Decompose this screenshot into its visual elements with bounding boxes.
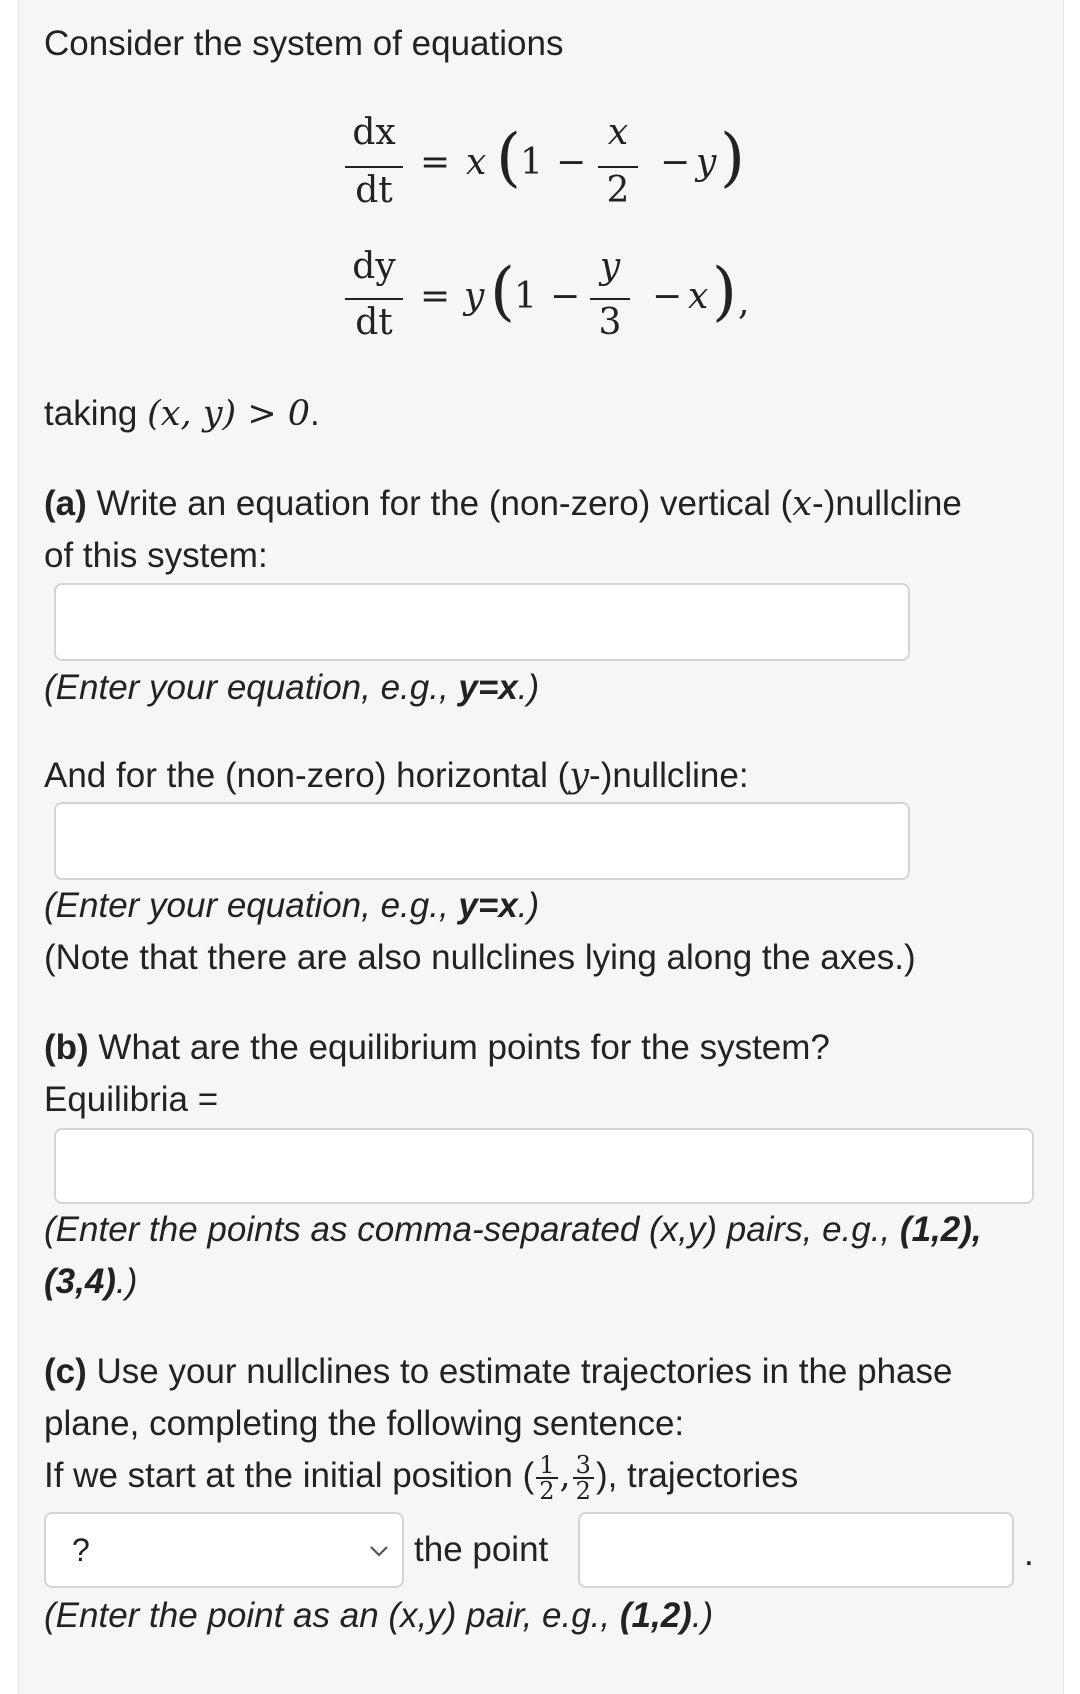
eq2-frac-num: y xyxy=(599,246,621,287)
condition-math: (x, y) > 0 xyxy=(147,394,311,434)
target-point-input[interactable] xyxy=(578,1512,1014,1588)
eq2-frac-bar xyxy=(590,298,630,300)
part-c-hint xyxy=(44,1590,713,1642)
part-c-line3 xyxy=(44,1450,798,1503)
eq1-frac-num: x xyxy=(607,112,629,153)
horiz-var: y xyxy=(569,756,590,796)
condition-text xyxy=(44,388,320,440)
eq1-var: x xyxy=(466,142,487,183)
part-b-question-text: What are the equilibrium points for the system? xyxy=(88,1028,830,1067)
eq2-right-paren: ) xyxy=(712,255,737,329)
initial-y-num: 3 xyxy=(573,1453,594,1479)
the-point-label: the point xyxy=(414,1530,549,1569)
line3-suffix: ), trajectories xyxy=(595,1456,799,1495)
part-b-hint-bold1: (1,2), xyxy=(899,1210,982,1249)
eq1-lhs-bar xyxy=(345,166,403,168)
eq1-minus: − xyxy=(556,142,587,183)
eq1-frac-bar xyxy=(598,166,638,168)
part-a-line1-end: -)nullcline xyxy=(812,484,962,523)
initial-pos-sep: , xyxy=(559,1456,571,1496)
initial-y-den: 2 xyxy=(575,1476,591,1505)
condition-suffix: . xyxy=(310,394,320,433)
eq2-frac-den: 3 xyxy=(598,302,622,343)
eq1-tail-var: y xyxy=(696,142,717,183)
part-c-line1 xyxy=(44,1346,952,1398)
part-c-hint-suffix: .) xyxy=(691,1596,714,1635)
equilibria-input[interactable] xyxy=(54,1128,1034,1204)
eq1-frac-den: 2 xyxy=(606,170,630,211)
part-c-line1-text: Use your nullclines to estimate trajectories in the phase xyxy=(86,1352,953,1391)
part-a-var: x xyxy=(792,484,813,524)
part-a-hint2 xyxy=(44,880,539,932)
part-c-line2: plane, completing the following sentence: xyxy=(44,1404,685,1443)
part-c-hint-prefix: (Enter the point as an (x,y) pair, e.g., xyxy=(44,1596,620,1635)
part-b-hint-line1 xyxy=(44,1204,982,1256)
eq1-one: 1 xyxy=(520,142,543,183)
part-c-label: (c) xyxy=(44,1352,87,1391)
part-a-line2: of this system: xyxy=(44,536,268,575)
eq2-lhs-den: dt xyxy=(355,302,393,343)
hint2-prefix: (Enter your equation, e.g., xyxy=(44,886,459,925)
eq2-one: 1 xyxy=(514,276,537,317)
hint2-example: y=x xyxy=(458,886,518,925)
part-a-line1 xyxy=(44,478,962,530)
horiz-prefix: And for the (non-zero) horizontal ( xyxy=(44,756,570,795)
eq1-left-paren: ( xyxy=(496,121,521,195)
part-b-hint-prefix: (Enter the points as comma-separated (x,y) pairs, e.g., xyxy=(44,1210,900,1249)
eq2-lhs-bar xyxy=(345,298,403,300)
trajectory-select-value: ? xyxy=(72,1532,90,1568)
part-b-hint-line2 xyxy=(44,1256,137,1308)
trajectory-select[interactable] xyxy=(44,1512,404,1588)
initial-y-fraction xyxy=(573,1450,594,1505)
eq1-lhs-num: dx xyxy=(352,112,396,153)
initial-x-den: 2 xyxy=(539,1476,555,1505)
line3-prefix: If we start at the initial position ( xyxy=(44,1456,535,1495)
eq1-lhs-den: dt xyxy=(355,170,393,211)
part-b-label: (b) xyxy=(44,1028,89,1067)
hint1-prefix: (Enter your equation, e.g., xyxy=(44,668,459,707)
horizontal-nullcline-input[interactable] xyxy=(54,802,910,880)
equilibria-label: Equilibria = xyxy=(44,1080,219,1119)
eq2-left-paren: ( xyxy=(490,255,515,329)
eq1-equals: = xyxy=(420,142,451,183)
part-a-hint1 xyxy=(44,662,539,714)
part-c-hint-bold: (1,2) xyxy=(619,1596,692,1635)
sentence-period: . xyxy=(1024,1534,1034,1573)
axes-note: (Note that there are also nullclines lying along the axes.) xyxy=(44,938,916,977)
initial-x-num: 1 xyxy=(536,1453,557,1479)
eq2-minus: − xyxy=(550,276,581,317)
eq2-tail-var: x xyxy=(688,276,709,317)
intro-text: Consider the system of equations xyxy=(44,24,564,63)
initial-x-fraction xyxy=(536,1450,557,1505)
chevron-down-icon xyxy=(368,1543,390,1559)
eq2-comma: , xyxy=(738,282,750,323)
condition-prefix: taking xyxy=(44,394,148,433)
eq2-equals: = xyxy=(420,276,451,317)
part-a-label: (a) xyxy=(44,484,87,523)
hint1-suffix: .) xyxy=(517,668,540,707)
part-a-line1-text: Write an equation for the (non-zero) vertical ( xyxy=(86,484,793,523)
eq2-var: y xyxy=(464,276,485,317)
eq2-tail-minus: − xyxy=(652,276,683,317)
eq1-right-paren: ) xyxy=(720,121,745,195)
hint2-suffix: .) xyxy=(517,886,540,925)
vertical-nullcline-input[interactable] xyxy=(54,583,910,661)
eq1-tail-minus: − xyxy=(660,142,691,183)
part-b-hint-bold2: (3,4) xyxy=(44,1262,116,1301)
eq2-lhs-num: dy xyxy=(352,246,396,287)
part-b-question xyxy=(44,1022,830,1074)
part-b-hint-suffix: .) xyxy=(115,1262,138,1301)
hint1-example: y=x xyxy=(458,668,518,707)
horiz-suffix: -)nullcline: xyxy=(589,756,749,795)
horizontal-nullcline-prompt xyxy=(44,750,749,802)
